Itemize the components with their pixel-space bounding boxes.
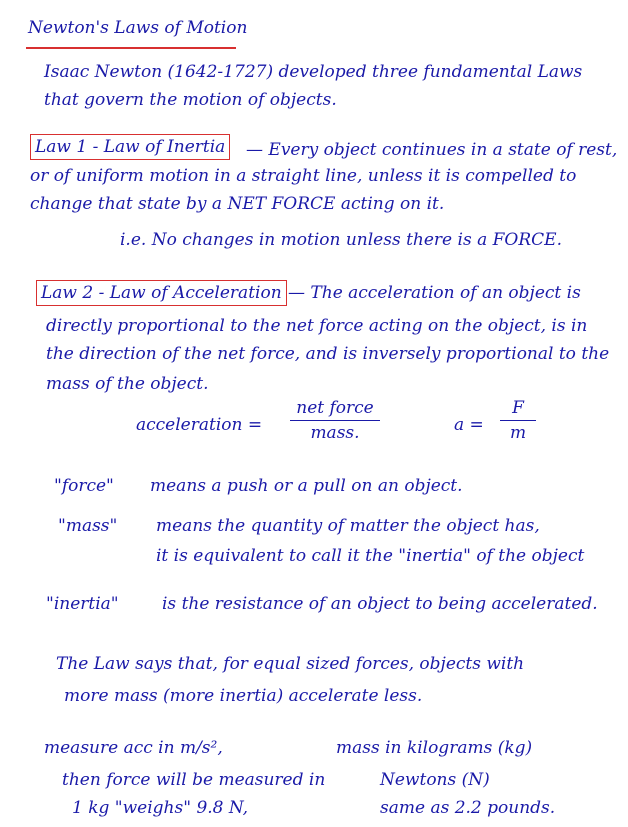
units-line-3b: same as 2.2 pounds. — [380, 798, 556, 818]
inertia-term: "inertia" — [46, 594, 119, 614]
law2-line-4: mass of the object. — [46, 374, 209, 394]
mass-definition-1: means the quantity of matter the object has, — [156, 516, 540, 536]
formula-short-denominator: m — [509, 423, 527, 443]
formula-fraction — [290, 398, 380, 443]
law2-line-3: the direction of the net force, and is inversely proportional to the — [46, 344, 610, 364]
units-line-1a: measure acc in m/s², — [44, 738, 223, 758]
formula-short-lhs: a = — [454, 415, 484, 435]
formula-numerator: net force — [296, 398, 374, 418]
units-line-2a: then force will be measured in — [62, 770, 326, 790]
formula-short-numerator: F — [512, 398, 524, 418]
formula-short-fraction — [500, 398, 536, 443]
units-line-1b: mass in kilograms (kg) — [336, 738, 533, 758]
law1-line-3: change that state by a NET FORCE acting on it. — [30, 194, 445, 214]
mass-term: "mass" — [58, 516, 118, 536]
law-says-line-1: The Law says that, for equal sized forces, objects with — [56, 654, 525, 674]
fraction-bar — [290, 420, 380, 421]
law1-label-box: Law 1 - Law of Inertia — [30, 134, 230, 160]
law1-note: i.e. No changes in motion unless there is a FORCE. — [120, 230, 562, 250]
title-underline — [26, 47, 236, 49]
units-line-3a: 1 kg "weighs" 9.8 N, — [72, 798, 249, 818]
law-says-line-2: more mass (more inertia) accelerate less. — [64, 686, 423, 706]
units-line-2b: Newtons (N) — [380, 770, 490, 790]
law1-line-2: or of uniform motion in a straight line, unless it is compelled to — [30, 166, 577, 186]
intro-line-1: Isaac Newton (1642-1727) developed three fundamental Laws — [44, 62, 583, 82]
force-term: "force" — [54, 476, 114, 496]
mass-definition-2: it is equivalent to call it the "inertia" of the object — [156, 546, 585, 566]
formula-denominator: mass. — [310, 423, 360, 443]
formula-lhs: acceleration = — [136, 415, 263, 435]
inertia-definition: is the resistance of an object to being accelerated. — [162, 594, 598, 614]
law1-line-1: — Every object continues in a state of rest, — [246, 140, 618, 160]
law2-label-box: Law 2 - Law of Acceleration — [36, 280, 287, 306]
law2-line-1: — The acceleration of an object is — [288, 283, 581, 303]
force-definition: means a push or a pull on an object. — [150, 476, 463, 496]
law2-line-2: directly proportional to the net force acting on the object, is in — [46, 316, 588, 336]
short-fraction-bar — [500, 420, 536, 421]
intro-line-2: that govern the motion of objects. — [44, 90, 337, 110]
page-title: Newton's Laws of Motion — [28, 18, 248, 38]
